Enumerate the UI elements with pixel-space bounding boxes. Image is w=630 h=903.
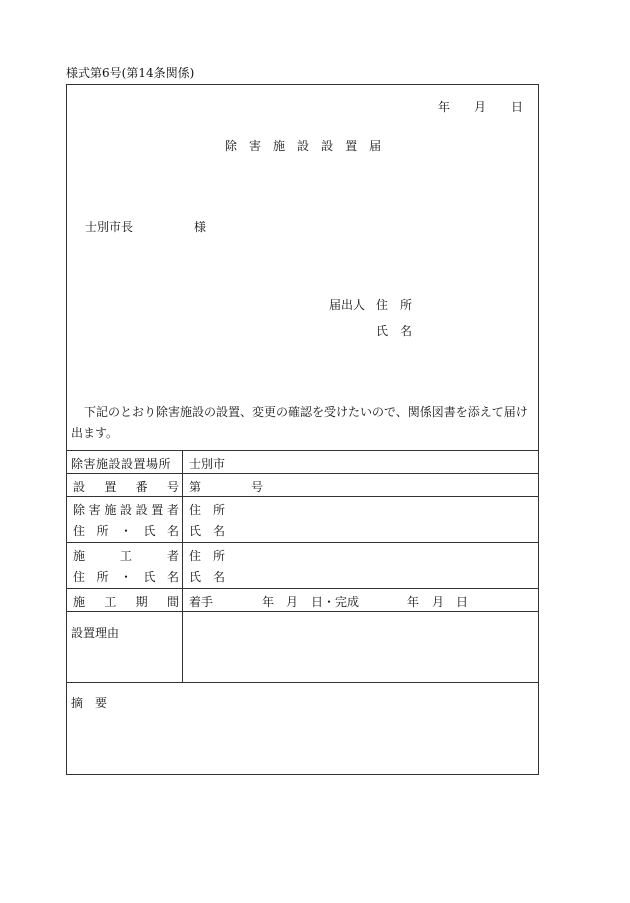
label-char: 号 xyxy=(166,480,179,494)
notifier-label: 届出人 xyxy=(329,298,366,312)
title-char: 害 xyxy=(249,139,262,153)
title-char: 除 xyxy=(225,139,238,153)
title-char: 施 xyxy=(273,139,286,153)
label-char: 名 xyxy=(166,524,179,538)
label-char: 名 xyxy=(166,570,179,584)
facility-number-suffix: 号 xyxy=(251,480,264,494)
body-text-line2: 出ます。 xyxy=(71,426,119,440)
title-char: 設 xyxy=(297,139,310,153)
label-char: 設 xyxy=(135,503,148,517)
notifier-address-label: 住 所 xyxy=(376,298,413,312)
form-title xyxy=(225,137,381,154)
form-frame xyxy=(66,84,539,775)
label-char: 工 xyxy=(119,549,132,563)
location-value: 士別市 xyxy=(189,457,226,471)
date-year: 年 xyxy=(438,100,451,114)
addressee-honorific: 様 xyxy=(194,220,207,234)
summary-label: 摘 要 xyxy=(71,696,108,710)
label-char: 期 xyxy=(135,595,148,609)
row-divider xyxy=(67,450,538,451)
label-char: 設 xyxy=(73,480,86,494)
period-year2: 年 xyxy=(407,595,420,609)
location-label: 除害施設設置場所 xyxy=(71,457,172,471)
row-divider xyxy=(67,542,538,543)
label-char: 氏 xyxy=(143,570,156,584)
installer-label-line1 xyxy=(73,501,179,518)
period-start: 着手 xyxy=(189,595,214,609)
period-month1: 月 xyxy=(286,595,299,609)
label-char: 番 xyxy=(135,480,148,494)
label-char: 設 xyxy=(119,503,132,517)
installer-name: 氏 名 xyxy=(189,524,226,538)
period-day2: 日 xyxy=(456,595,469,609)
column-divider xyxy=(182,450,183,682)
title-char: 置 xyxy=(345,139,358,153)
period-month2: 月 xyxy=(432,595,445,609)
label-char: 間 xyxy=(166,595,179,609)
label-char: 氏 xyxy=(143,524,156,538)
facility-number-label xyxy=(73,478,179,495)
label-char: 者 xyxy=(166,549,179,563)
label-char: 工 xyxy=(104,595,117,609)
period-day1: 日・完成 xyxy=(311,595,360,609)
row-divider xyxy=(67,682,538,683)
period-label xyxy=(73,593,179,610)
row-divider xyxy=(67,611,538,612)
period-year1: 年 xyxy=(262,595,275,609)
label-char: 置 xyxy=(151,503,164,517)
addressee-name: 士別市長 xyxy=(85,220,134,234)
label-char: ・ xyxy=(119,570,132,584)
body-text-line1: 下記のとおり除害施設の設置、変更の確認を受けたいので、関係図書を添えて届け xyxy=(84,405,528,419)
label-char: 除 xyxy=(73,503,86,517)
label-char: 住 xyxy=(73,524,86,538)
label-char: 施 xyxy=(73,549,86,563)
contractor-address: 住 所 xyxy=(189,549,226,563)
title-char: 届 xyxy=(369,139,382,153)
label-char: 置 xyxy=(104,480,117,494)
label-char: 施 xyxy=(73,595,86,609)
contractor-label-line2 xyxy=(73,568,179,585)
label-char: ・ xyxy=(119,524,132,538)
title-char: 設 xyxy=(321,139,334,153)
row-divider xyxy=(67,496,538,497)
form-number: 様式第6号(第14条関係) xyxy=(66,66,195,80)
notifier-name-label: 氏 名 xyxy=(376,324,413,338)
label-char: 所 xyxy=(96,570,109,584)
row-divider xyxy=(67,588,538,589)
contractor-label-line1 xyxy=(73,547,179,564)
row-divider xyxy=(67,473,538,474)
facility-number-prefix: 第 xyxy=(189,480,202,494)
reason-label: 設置理由 xyxy=(71,626,120,640)
installer-address: 住 所 xyxy=(189,503,226,517)
label-char: 害 xyxy=(88,503,101,517)
date-day: 日 xyxy=(511,100,524,114)
contractor-name: 氏 名 xyxy=(189,570,226,584)
label-char: 住 xyxy=(73,570,86,584)
label-char: 施 xyxy=(104,503,117,517)
installer-label-line2 xyxy=(73,522,179,539)
date-month: 月 xyxy=(474,100,487,114)
label-char: 者 xyxy=(166,503,179,517)
label-char: 所 xyxy=(96,524,109,538)
